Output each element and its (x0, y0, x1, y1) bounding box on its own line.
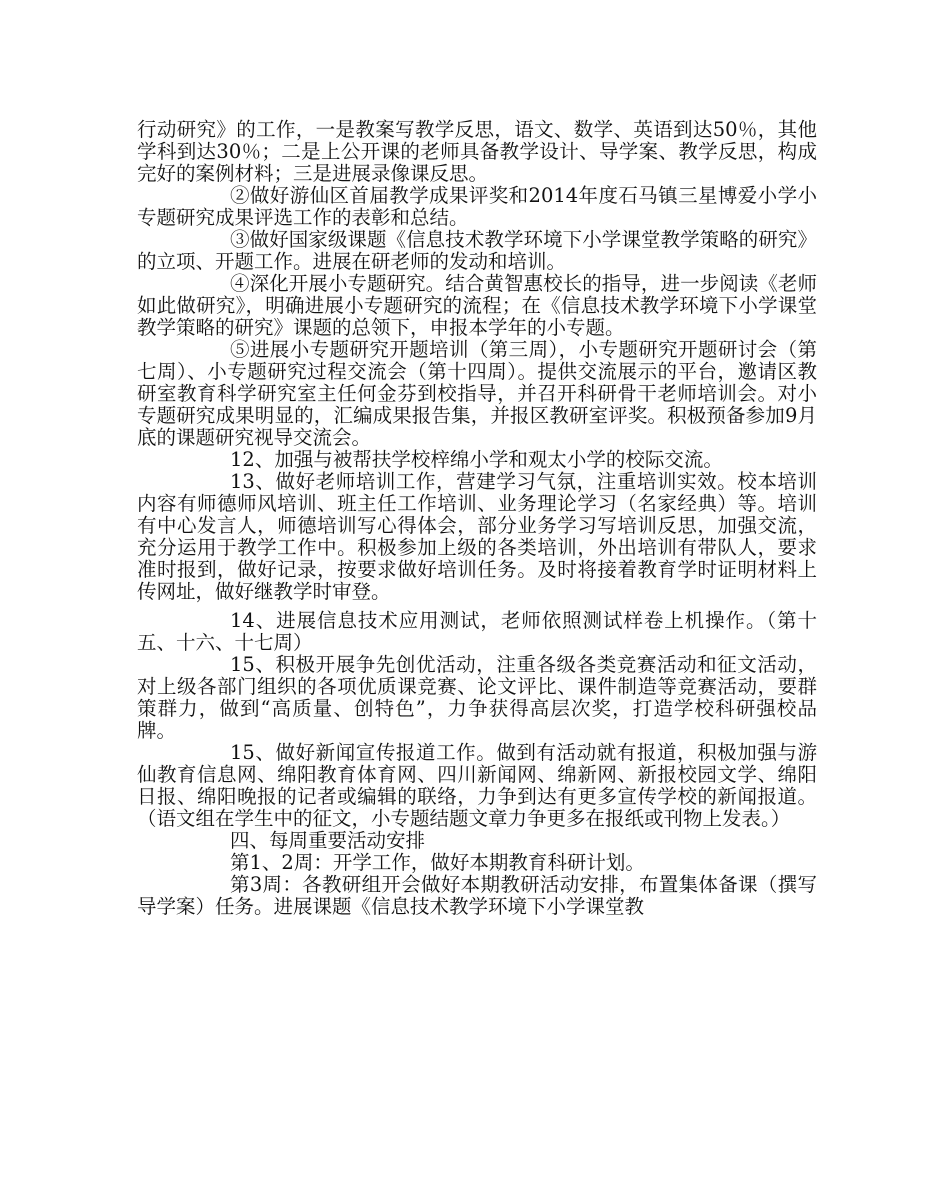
paragraph-14: 14、进展信息技术应用测试，老师依照测试样卷上机操作。（第十五、十六、十七周） (137, 609, 817, 654)
paragraph-continuation: 行动研究》的工作，一是教案写教学反思，语文、数学、英语到达50％，其他学科到达30％；二是上公开课的老师具备教学设计、导学案、教学反思，构成完好的案例材料；三是进展录像课反思。 (137, 118, 817, 185)
paragraph-13: 13、做好老师培训工作，营建学习气氛，注重培训实效。校本培训内容有师德师风培训、班主任工作培训、业务理论学习（名家经典）等。培训有中心发言人，师德培训写心得体会，部分业务学习写培训反思，加强交流，充分运用于教学工作中。积极参加上级的各类培训，外出培训有带队人，要求准时报到，做好记录，按要求做好培训任务。及时将接着教育学时证明材料上传网址，做好继教学时审登。 (137, 470, 817, 603)
schedule-week-3: 第3周：各教研组开会做好本期教研活动安排，布置集体备课（撰写导学案）任务。进展课题《信息技术教学环境下小学课堂教 (137, 873, 817, 918)
paragraph-item-2: ②做好游仙区首届教学成果评奖和2014年度石马镇三星博爱小学小专题研究成果评选工作的表彰和总结。 (137, 184, 817, 229)
paragraph-item-3: ③做好国家级课题《信息技术教学环境下小学课堂教学策略的研究》的立项、开题工作。进展在研老师的发动和培训。 (137, 228, 817, 273)
paragraph-item-5: ⑤进展小专题研究开题培训（第三周），小专题研究开题研讨会（第七周）、小专题研究过程交流会（第十四周）。提供交流展示的平台，邀请区教研室教育科学研究室主任何金芬到校指导，并召开科研骨干老师培训会。对小专题研究成果明显的，汇编成果报告集，并报区教研室评奖。积极预备参加9月底的课题研究视导交流会。 (137, 338, 817, 449)
document-body (137, 119, 817, 918)
schedule-week-1-2: 第1、2周：开学工作，做好本期教育科研计划。 (230, 851, 645, 874)
paragraph-item-4: ④深化开展小专题研究。结合黄智惠校长的指导，进一步阅读《老师如此做研究》，明确进展小专题研究的流程；在《信息技术教学环境下小学课堂教学策略的研究》课题的总领下，申报本学年的小专题。 (137, 272, 817, 339)
paragraph-15-competitions: 15、积极开展争先创优活动，注重各级各类竞赛活动和征文活动，对上级各部门组织的各项优质课竞赛、论文评比、课件制造等竞赛活动，要群策群力，做到“高质量、创特色”，力争获得高层次奖，打造学校科研强校品牌。 (137, 653, 817, 742)
paragraph-12: 12、加强与被帮扶学校梓绵小学和观太小学的校际交流。 (230, 448, 723, 471)
section-heading-weekly-schedule: 四、每周重要活动安排 (230, 829, 426, 852)
paragraph-15-publicity: 15、做好新闻宣传报道工作。做到有活动就有报道，积极加强与游仙教育信息网、绵阳教育体育网、四川新闻网、绵新网、新报校园文学、绵阳日报、绵阳晚报的记者或编辑的联络，力争到达有更多宣传学校的新闻报道。（语文组在学生中的征文，小专题结题文章力争更多在报纸或刊物上发表。） (137, 741, 817, 830)
